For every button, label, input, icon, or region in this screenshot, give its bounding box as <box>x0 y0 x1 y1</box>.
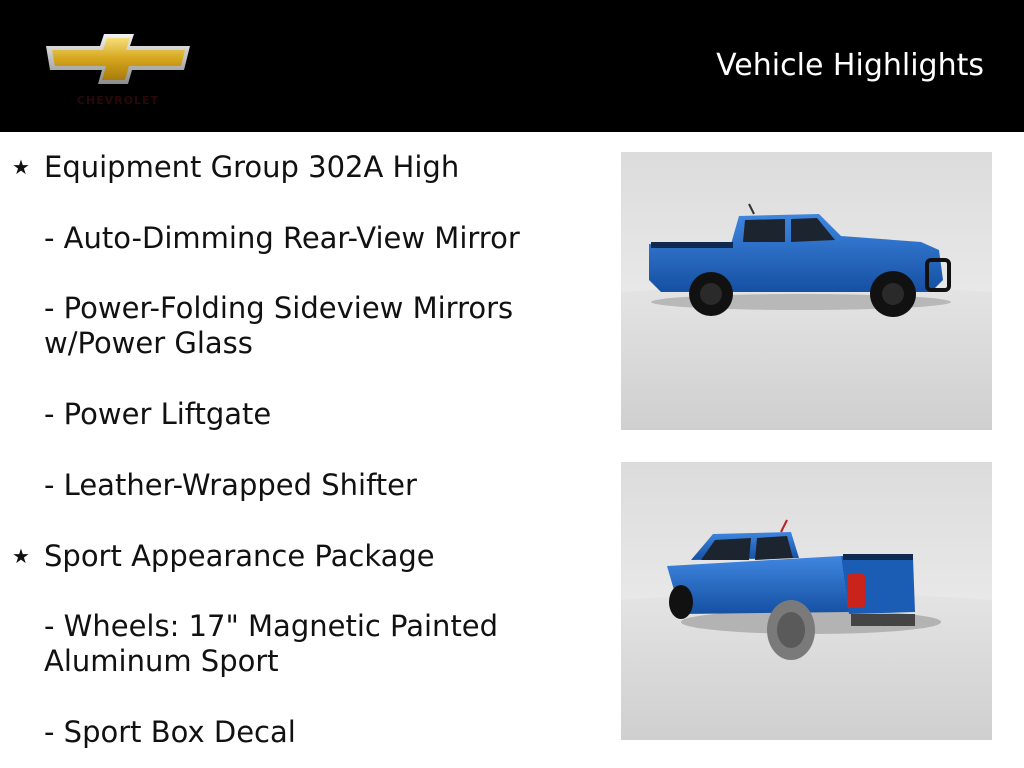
vehicle-photo-rear <box>621 462 992 740</box>
star-icon: ★ <box>12 155 30 179</box>
package-title: Sport Appearance Package <box>44 539 435 573</box>
header-bar <box>0 0 1024 132</box>
highlights-list <box>0 132 600 768</box>
feature-item: - Sport Box Decal <box>44 715 296 749</box>
star-icon: ★ <box>12 544 30 568</box>
feature-item: - Wheels: 17" Magnetic Painted <box>44 609 499 643</box>
feature-item: - Leather-Wrapped Shifter <box>44 468 417 502</box>
vehicle-photo-side <box>621 152 992 430</box>
feature-item: - Auto-Dimming Rear-View Mirror <box>44 221 520 255</box>
feature-item: - Power-Folding Sideview Mirrors <box>44 291 514 325</box>
page-title: Vehicle Highlights <box>716 48 984 83</box>
chevrolet-logo <box>42 30 194 112</box>
feature-item-continued: Aluminum Sport <box>44 644 279 678</box>
package-title: Equipment Group 302A High <box>44 150 460 184</box>
logo-wordmark: CHEVROLET <box>76 94 160 107</box>
feature-item-continued: w/Power Glass <box>44 326 253 360</box>
feature-item: - Power Liftgate <box>44 397 272 431</box>
